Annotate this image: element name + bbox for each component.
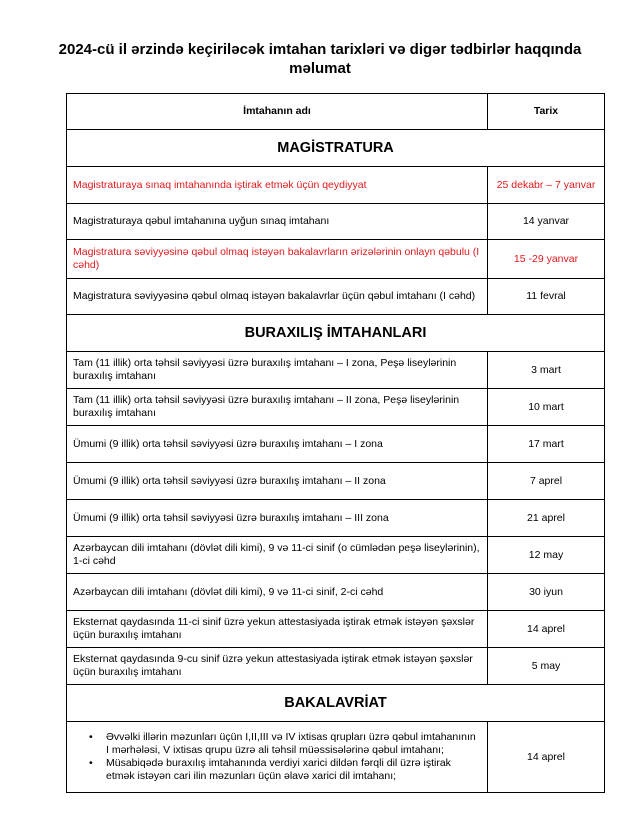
- exam-name: Tam (11 illik) orta təhsil səviyyəsi üzrə buraxılış imtahanı – II zona, Peşə liseylərinin buraxılış imtahanı: [67, 389, 488, 426]
- exam-name: Eksternat qaydasında 9-cu sinif üzrə yekun attestasiyada iştirak etmək istəyən şəxslər üçün buraxılış imtahanı: [67, 648, 488, 685]
- exam-date: 14 aprel: [488, 611, 605, 648]
- exam-name: Eksternat qaydasında 11-ci sinif üzrə yekun attestasiyada iştirak etmək istəyən şəxslər üçün buraxılış imtahanı: [67, 611, 488, 648]
- exam-name: Azərbaycan dili imtahanı (dövlət dili kimi), 9 və 11-ci sinif, 2-ci cəhd: [67, 574, 488, 611]
- table-row: [67, 463, 605, 500]
- section-row-buraxilis: [67, 315, 605, 352]
- exam-date: 5 may: [488, 648, 605, 685]
- table-row: [67, 167, 605, 204]
- exam-date: 14 yanvar: [488, 204, 605, 240]
- exam-name: Tam (11 illik) orta təhsil səviyyəsi üzrə buraxılış imtahanı – I zona, Peşə liseylərinin buraxılış imtahanı: [67, 352, 488, 389]
- list-item: • Müsabiqədə buraxılış imtahanında verdiyi xarici dildən fərqli dil üzrə iştirak etmək istəyən cari ilin məzunları üçün əlavə xarici dil imtahanı;: [106, 757, 481, 783]
- exam-date: 30 iyun: [488, 574, 605, 611]
- section-title-magistratura: MAGİSTRATURA: [67, 130, 605, 167]
- exam-date: 15 -29 yanvar: [488, 240, 605, 279]
- exam-name: Ümumi (9 illik) orta təhsil səviyyəsi üzrə buraxılış imtahanı – III zona: [67, 500, 488, 537]
- column-header-exam-name: İmtahanın adı: [67, 94, 488, 130]
- table-row: [67, 722, 605, 793]
- exam-bullet-list: [73, 731, 481, 783]
- table-row: [67, 240, 605, 279]
- table-row: [67, 389, 605, 426]
- document-title: 2024-cü il ərzində keçiriləcək imtahan tarixləri və digər tədbirlər haqqında məlumat: [58, 41, 582, 77]
- exam-schedule-table: [66, 93, 605, 793]
- column-header-date: Tarix: [488, 94, 605, 130]
- table-row: [67, 352, 605, 389]
- table-header-row: [67, 94, 605, 130]
- exam-name: Magistraturaya sınaq imtahanında iştirak etmək üçün qeydiyyat: [67, 167, 488, 204]
- section-title-buraxilis: BURAXILIŞ İMTAHANLARI: [67, 315, 605, 352]
- table-row: [67, 648, 605, 685]
- exam-date: 10 mart: [488, 389, 605, 426]
- exam-name: Magistratura səviyyəsinə qəbul olmaq istəyən bakalavrların ərizələrinin onlayn qəbulu (I cəhd): [67, 240, 488, 279]
- table-row: [67, 500, 605, 537]
- table-row: [67, 537, 605, 574]
- exam-name: Azərbaycan dili imtahanı (dövlət dili kimi), 9 və 11-ci sinif (o cümlədən peşə liseylərinin), 1-ci cəhd: [67, 537, 488, 574]
- exam-date: 11 fevral: [488, 279, 605, 315]
- exam-date: 14 aprel: [488, 722, 605, 793]
- table-row: [67, 574, 605, 611]
- exam-name: Ümumi (9 illik) orta təhsil səviyyəsi üzrə buraxılış imtahanı – II zona: [67, 463, 488, 500]
- table-row: [67, 611, 605, 648]
- exam-name: Magistraturaya qəbul imtahanına uyğun sınaq imtahanı: [67, 204, 488, 240]
- exam-date: 17 mart: [488, 426, 605, 463]
- exam-date: 7 aprel: [488, 463, 605, 500]
- table-row: [67, 204, 605, 240]
- exam-date: 3 mart: [488, 352, 605, 389]
- table-row: [67, 426, 605, 463]
- exam-date: 25 dekabr – 7 yanvar: [488, 167, 605, 204]
- table-row: [67, 279, 605, 315]
- section-row-magistratura: [67, 130, 605, 167]
- exam-name: Magistratura səviyyəsinə qəbul olmaq istəyən bakalavrlar üçün qəbul imtahanı (I cəhd): [67, 279, 488, 315]
- section-row-bakalavriat: [67, 685, 605, 722]
- section-title-bakalavriat: BAKALAVRİAT: [67, 685, 605, 722]
- list-item: • Əvvəlki illərin məzunları üçün I,II,III və IV ixtisas qrupları üzrə qəbul imtahanının I mərhələsi, V ixtisas qrupu üzrə ali təhsil müəssisələrinə qəbul imtahanı;: [106, 731, 481, 757]
- exam-date: 21 aprel: [488, 500, 605, 537]
- exam-date: 12 may: [488, 537, 605, 574]
- exam-name: Ümumi (9 illik) orta təhsil səviyyəsi üzrə buraxılış imtahanı – I zona: [67, 426, 488, 463]
- exam-name-list-cell: [67, 722, 488, 793]
